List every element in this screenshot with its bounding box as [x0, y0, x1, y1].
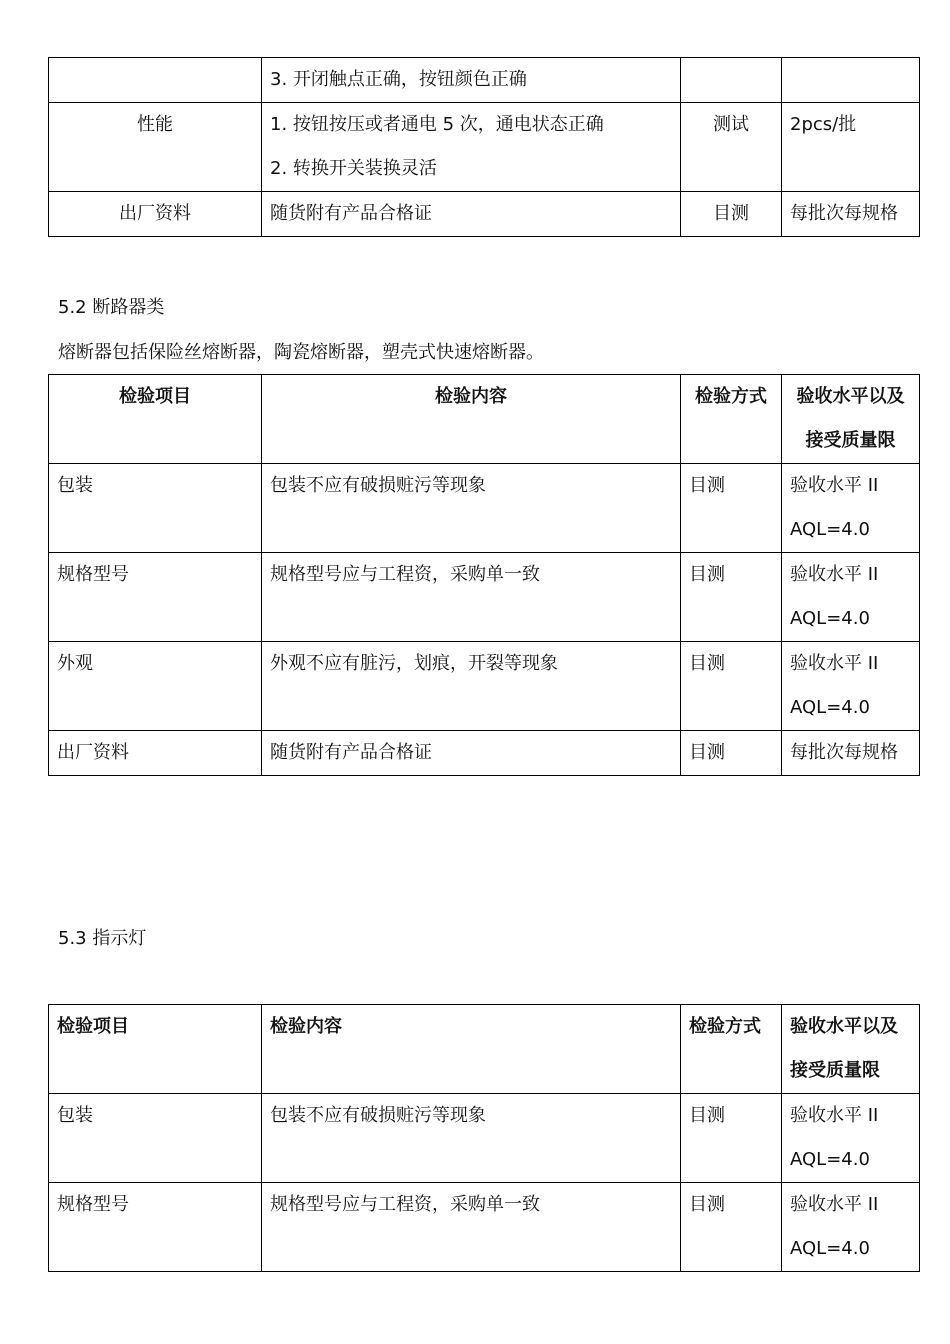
table-row: [49, 192, 920, 237]
level-line: AQL=4.0: [790, 608, 870, 629]
section-5-3-title: 5.3 指示灯: [58, 928, 147, 949]
table-header-row: [49, 375, 920, 464]
item-cell: 出厂资料: [49, 192, 262, 237]
header-level-line: 接受质量限: [805, 430, 896, 451]
item-cell: 包装: [49, 464, 262, 553]
method-cell: 目测: [681, 642, 782, 731]
indicator-light-inspection-table: [48, 1004, 920, 1272]
section-5-2-description: 熔断器包括保险丝熔断器，陶瓷熔断器，塑壳式快速熔断器。: [58, 342, 544, 363]
table-row: [49, 103, 920, 192]
content-cell: [262, 58, 681, 103]
level-line: 验收水平 II: [790, 1194, 879, 1215]
level-line: AQL=4.0: [790, 1238, 870, 1259]
header-level: [782, 375, 920, 464]
content-cell: 外观不应有脏污，划痕，开裂等现象: [262, 642, 681, 731]
method-cell: 目测: [681, 1094, 782, 1183]
content-line: 1. 按钮按压或者通电 5 次，通电状态正确: [270, 114, 604, 135]
level-line: AQL=4.0: [790, 1149, 870, 1170]
method-cell: 目测: [681, 731, 782, 776]
item-cell: 规格型号: [49, 553, 262, 642]
level-line: 验收水平 II: [790, 475, 879, 496]
level-cell: [782, 58, 920, 103]
level-cell: 2pcs/批: [782, 103, 920, 192]
header-item: 检验项目: [49, 375, 262, 464]
header-item: 检验项目: [49, 1005, 262, 1094]
item-cell: 规格型号: [49, 1183, 262, 1272]
level-cell: [782, 1183, 920, 1272]
level-cell: [782, 553, 920, 642]
level-line: 验收水平 II: [790, 653, 879, 674]
header-level-line: 验收水平以及: [796, 386, 905, 407]
section-5-2-title: 5.2 断路器类: [58, 297, 165, 318]
content-cell: 规格型号应与工程资，采购单一致: [262, 1183, 681, 1272]
header-content: 检验内容: [262, 375, 681, 464]
level-line: AQL=4.0: [790, 697, 870, 718]
content-line: 2. 转换开关装换灵活: [270, 158, 437, 179]
table-row: [49, 58, 920, 103]
method-cell: 测试: [681, 103, 782, 192]
level-cell: [782, 642, 920, 731]
header-level: [782, 1005, 920, 1094]
item-cell: 出厂资料: [49, 731, 262, 776]
level-cell: [782, 464, 920, 553]
table-header-row: [49, 1005, 920, 1094]
table-row: [49, 642, 920, 731]
content-line: 随货附有产品合格证: [270, 203, 432, 224]
content-cell: 包装不应有破损赃污等现象: [262, 464, 681, 553]
method-cell: 目测: [681, 1183, 782, 1272]
circuit-breaker-inspection-table: [48, 374, 920, 776]
table-row: [49, 731, 920, 776]
table-row: [49, 553, 920, 642]
content-cell: [262, 103, 681, 192]
item-cell: [49, 58, 262, 103]
method-cell: 目测: [681, 192, 782, 237]
content-line: 3. 开闭触点正确，按钮颜色正确: [270, 69, 527, 90]
item-cell: 外观: [49, 642, 262, 731]
level-line: 验收水平 II: [790, 564, 879, 585]
level-cell: 每批次每规格: [782, 192, 920, 237]
level-line: AQL=4.0: [790, 519, 870, 540]
header-content: 检验内容: [262, 1005, 681, 1094]
content-cell: 规格型号应与工程资，采购单一致: [262, 553, 681, 642]
header-level-line: 接受质量限: [790, 1060, 880, 1081]
header-method: 检验方式: [681, 1005, 782, 1094]
item-cell: 包装: [49, 1094, 262, 1183]
content-cell: 随货附有产品合格证: [262, 731, 681, 776]
header-method: 检验方式: [681, 375, 782, 464]
level-cell: [782, 1094, 920, 1183]
content-cell: 包装不应有破损赃污等现象: [262, 1094, 681, 1183]
content-cell: [262, 192, 681, 237]
header-level-line: 验收水平以及: [790, 1016, 898, 1037]
table-row: [49, 1094, 920, 1183]
method-cell: 目测: [681, 464, 782, 553]
continued-inspection-table: [48, 57, 920, 237]
item-cell: 性能: [49, 103, 262, 192]
method-cell: 目测: [681, 553, 782, 642]
level-line: 验收水平 II: [790, 1105, 879, 1126]
table-row: [49, 464, 920, 553]
table-row: [49, 1183, 920, 1272]
method-cell: [681, 58, 782, 103]
level-cell: 每批次每规格: [782, 731, 920, 776]
